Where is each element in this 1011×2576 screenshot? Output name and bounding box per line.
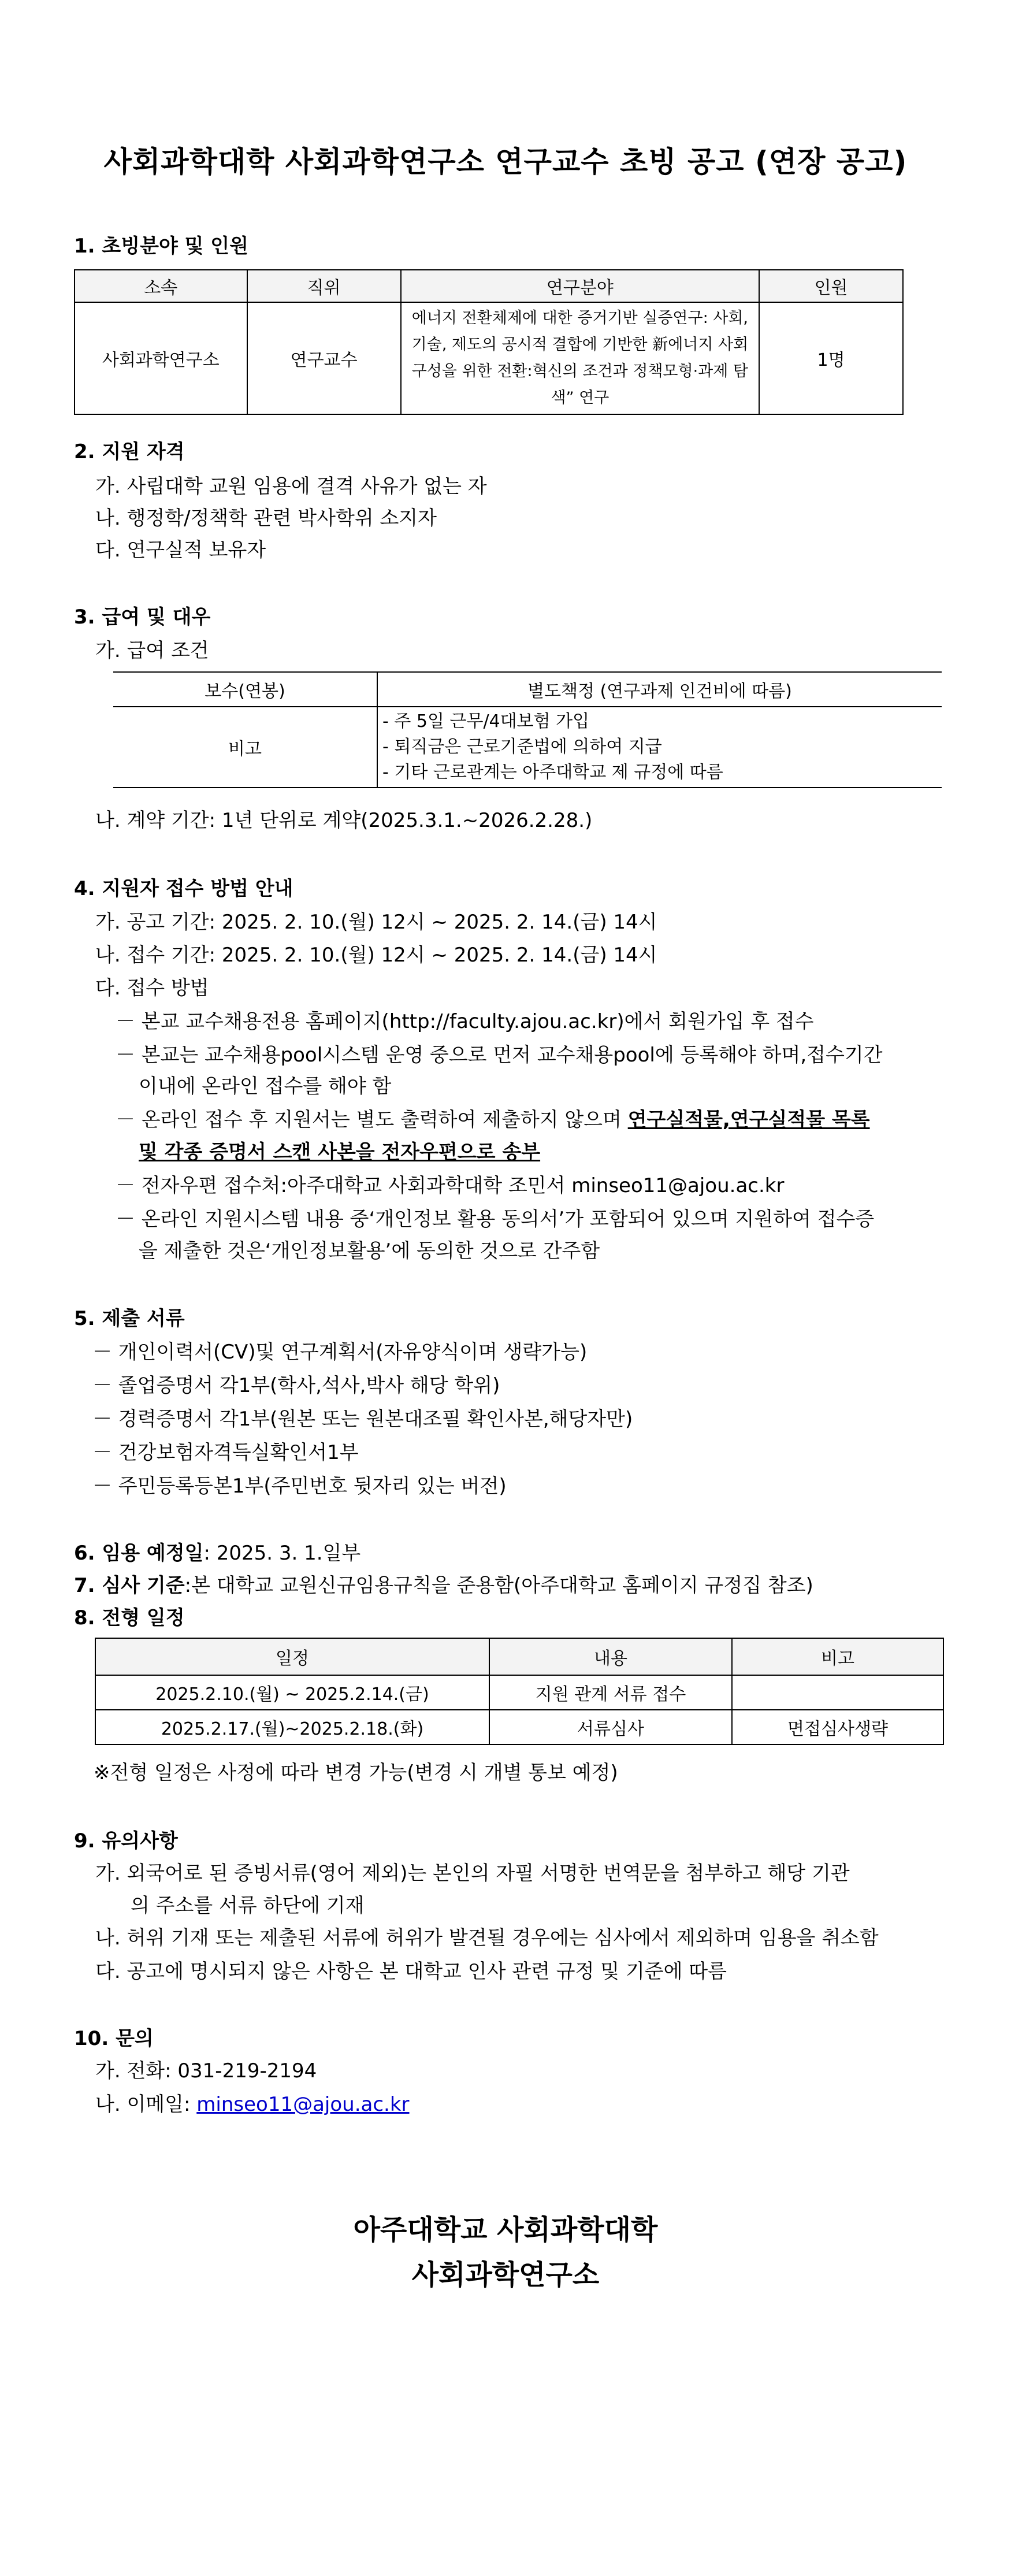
- remarks-note: - 퇴직금은 근로기준법에 의하여 지급: [382, 737, 662, 757]
- document-item: － 졸업증명서 각1부(학사,석사,박사 해당 학위): [92, 1374, 500, 1397]
- cell-schedule: 2025.2.17.(월)~2025.2.18.(화): [95, 1710, 489, 1744]
- remarks-note: - 기타 근로관계는 아주대학교 제 규정에 따름: [382, 762, 723, 782]
- salary-table: [113, 671, 942, 788]
- remarks-label: 비고: [113, 707, 377, 788]
- table-row: [95, 1675, 943, 1710]
- contact-phone: 가. 전화: 031-219-2194: [95, 2059, 317, 2083]
- document-item: － 주민등록등본1부(주민번호 뒷자리 있는 버전): [92, 1475, 507, 1498]
- salary-subheading: 가. 급여 조건: [95, 639, 209, 662]
- contract-period: 나. 계약 기간: 1년 단위로 계약(2025.3.1.~2026.2.28.): [95, 809, 593, 832]
- recruitment-table: [74, 269, 904, 415]
- remarks-note: - 주 5일 근무/4대보험 가입: [382, 711, 590, 732]
- section-1-heading: 1. 초빙분야 및 인원: [74, 235, 248, 258]
- review-criteria-label: 7. 심사 기준: [74, 1574, 185, 1597]
- method-item-continued: 이내에 온라인 접수를 해야 함: [139, 1075, 392, 1098]
- contact-email: [95, 2088, 410, 2117]
- review-criteria-value: :본 대학교 교원신규임용규칙을 준용함(아주대학교 홈페이지 규정집 참조): [184, 1574, 813, 1597]
- footer-university: 아주대학교 사회과학대학: [353, 2214, 658, 2246]
- notice-period: 가. 공고 기간: 2025. 2. 10.(월) 12시 ~ 2025. 2. 14.(금) 14시: [95, 911, 657, 934]
- col-position: 직위: [247, 270, 401, 302]
- application-method: 다. 접수 방법: [95, 977, 209, 1000]
- method-item: [116, 1104, 870, 1132]
- col-schedule: 일정: [95, 1638, 489, 1675]
- cell-affiliation: 사회과학연구소: [75, 302, 247, 414]
- appointment-date: [74, 1537, 360, 1565]
- email-link[interactable]: minseo11@ajou.ac.kr: [196, 2093, 410, 2116]
- review-criteria: [74, 1569, 813, 1598]
- email-receipt: － 전자우편 접수처:아주대학교 사회과학대학 조민서 minseo11@ajou.ac.kr: [116, 1174, 785, 1197]
- application-period: 나. 접수 기간: 2025. 2. 10.(월) 12시 ~ 2025. 2. 14.(금) 14시: [95, 944, 657, 967]
- method-text: － 온라인 접수 후 지원서는 별도 출력하여 제출하지 않으며: [116, 1108, 628, 1131]
- section-10-heading: 10. 문의: [74, 2027, 154, 2050]
- qualification-item: 가. 사립대학 교원 임용에 결격 사유가 없는 자: [95, 475, 487, 498]
- emphasis-text: 연구실적물,연구실적물 목록: [627, 1108, 870, 1131]
- method-item-continued: [139, 1136, 540, 1164]
- col-affiliation: 소속: [75, 270, 247, 302]
- document-item: － 개인이력서(CV)및 연구계획서(자유양식이며 생략가능): [92, 1341, 588, 1364]
- cell-schedule: 2025.2.10.(월) ~ 2025.2.14.(금): [95, 1675, 489, 1710]
- document-item: － 건강보험자격득실확인서1부: [92, 1441, 359, 1464]
- method-item: － 온라인 지원시스템 내용 중‘개인정보 활용 동의서’가 포함되어 있으며 지원하여 접수증: [116, 1208, 875, 1231]
- salary-label: 보수(연봉): [113, 672, 377, 707]
- col-remarks: 비고: [732, 1638, 943, 1675]
- appointment-date-value: : 2025. 3. 1.일부: [203, 1542, 361, 1565]
- section-5-heading: 5. 제출 서류: [74, 1307, 185, 1330]
- caution-item-continued: 의 주소를 서류 하단에 기재: [131, 1894, 365, 1917]
- col-research-field: 연구분야: [401, 270, 759, 302]
- col-headcount: 인원: [759, 270, 903, 302]
- contact-email-label: 나. 이메일:: [95, 2093, 197, 2116]
- qualification-item: 나. 행정학/정책학 관련 박사학위 소지자: [95, 507, 437, 530]
- method-item: － 본교 교수채용전용 홈페이지(http://faculty.ajou.ac.kr)에서 회원가입 후 접수: [116, 1010, 814, 1033]
- remarks-cell: [377, 707, 942, 788]
- salary-value: 별도책정 (연구과제 인건비에 따름): [377, 672, 942, 707]
- cell-research-field: 에너지 전환체제에 대한 증거기반 실증연구: 사회, 기술, 제도의 공시적 결합에 기반한 新에너지 사회 구성을 위한 전환:혁신의 조건과 정책모형·과제 탐색” 연구: [401, 302, 759, 414]
- table-row: [113, 707, 942, 788]
- caution-item: 가. 외국어로 된 증빙서류(영어 제외)는 본인의 자필 서명한 번역문을 첨부하고 해당 기관: [95, 1862, 850, 1885]
- table-row: [95, 1710, 943, 1744]
- footer-institute: 사회과학연구소: [411, 2259, 600, 2291]
- method-item-continued: 을 제출한 것은‘개인정보활용’에 동의한 것으로 간주함: [139, 1239, 600, 1263]
- caution-item: 다. 공고에 명시되지 않은 사항은 본 대학교 인사 관련 규정 및 기준에 따름: [95, 1960, 727, 1983]
- table-row: [75, 302, 903, 414]
- schedule-table: [95, 1638, 944, 1745]
- caution-item: 나. 허위 기재 또는 제출된 서류에 허위가 발견될 경우에는 심사에서 제외하며 임용을 취소함: [95, 1927, 879, 1950]
- qualification-item: 다. 연구실적 보유자: [95, 539, 266, 562]
- cell-headcount: 1명: [759, 302, 903, 414]
- cell-position: 연구교수: [247, 302, 401, 414]
- col-content: 내용: [489, 1638, 732, 1675]
- emphasis-text: 및 각종 증명서 스캔 사본을 전자우편으로 송부: [139, 1141, 541, 1164]
- section-8-heading: 8. 전형 일정: [74, 1606, 185, 1630]
- cell-content: 서류심사: [489, 1710, 732, 1744]
- method-item: － 본교는 교수채용pool시스템 운영 중으로 먼저 교수채용pool에 등록해야 하며,접수기간: [116, 1044, 883, 1067]
- cell-remarks: [732, 1675, 943, 1710]
- section-3-heading: 3. 급여 및 대우: [74, 606, 211, 629]
- appointment-date-label: 6. 임용 예정일: [74, 1542, 204, 1565]
- cell-content: 지원 관계 서류 접수: [489, 1675, 732, 1710]
- document-item: － 경력증명서 각1부(원본 또는 원본대조필 확인사본,해당자만): [92, 1408, 633, 1431]
- section-2-heading: 2. 지원 자격: [74, 440, 185, 463]
- cell-remarks: 면접심사생략: [732, 1710, 943, 1744]
- section-9-heading: 9. 유의사항: [74, 1829, 178, 1853]
- section-4-heading: 4. 지원자 접수 방법 안내: [74, 877, 293, 900]
- notice-title: 사회과학대학 사회과학연구소 연구교수 초빙 공고 (연장 공고): [103, 145, 908, 179]
- schedule-note: ※전형 일정은 사정에 따라 변경 가능(변경 시 개별 통보 예정): [94, 1761, 618, 1784]
